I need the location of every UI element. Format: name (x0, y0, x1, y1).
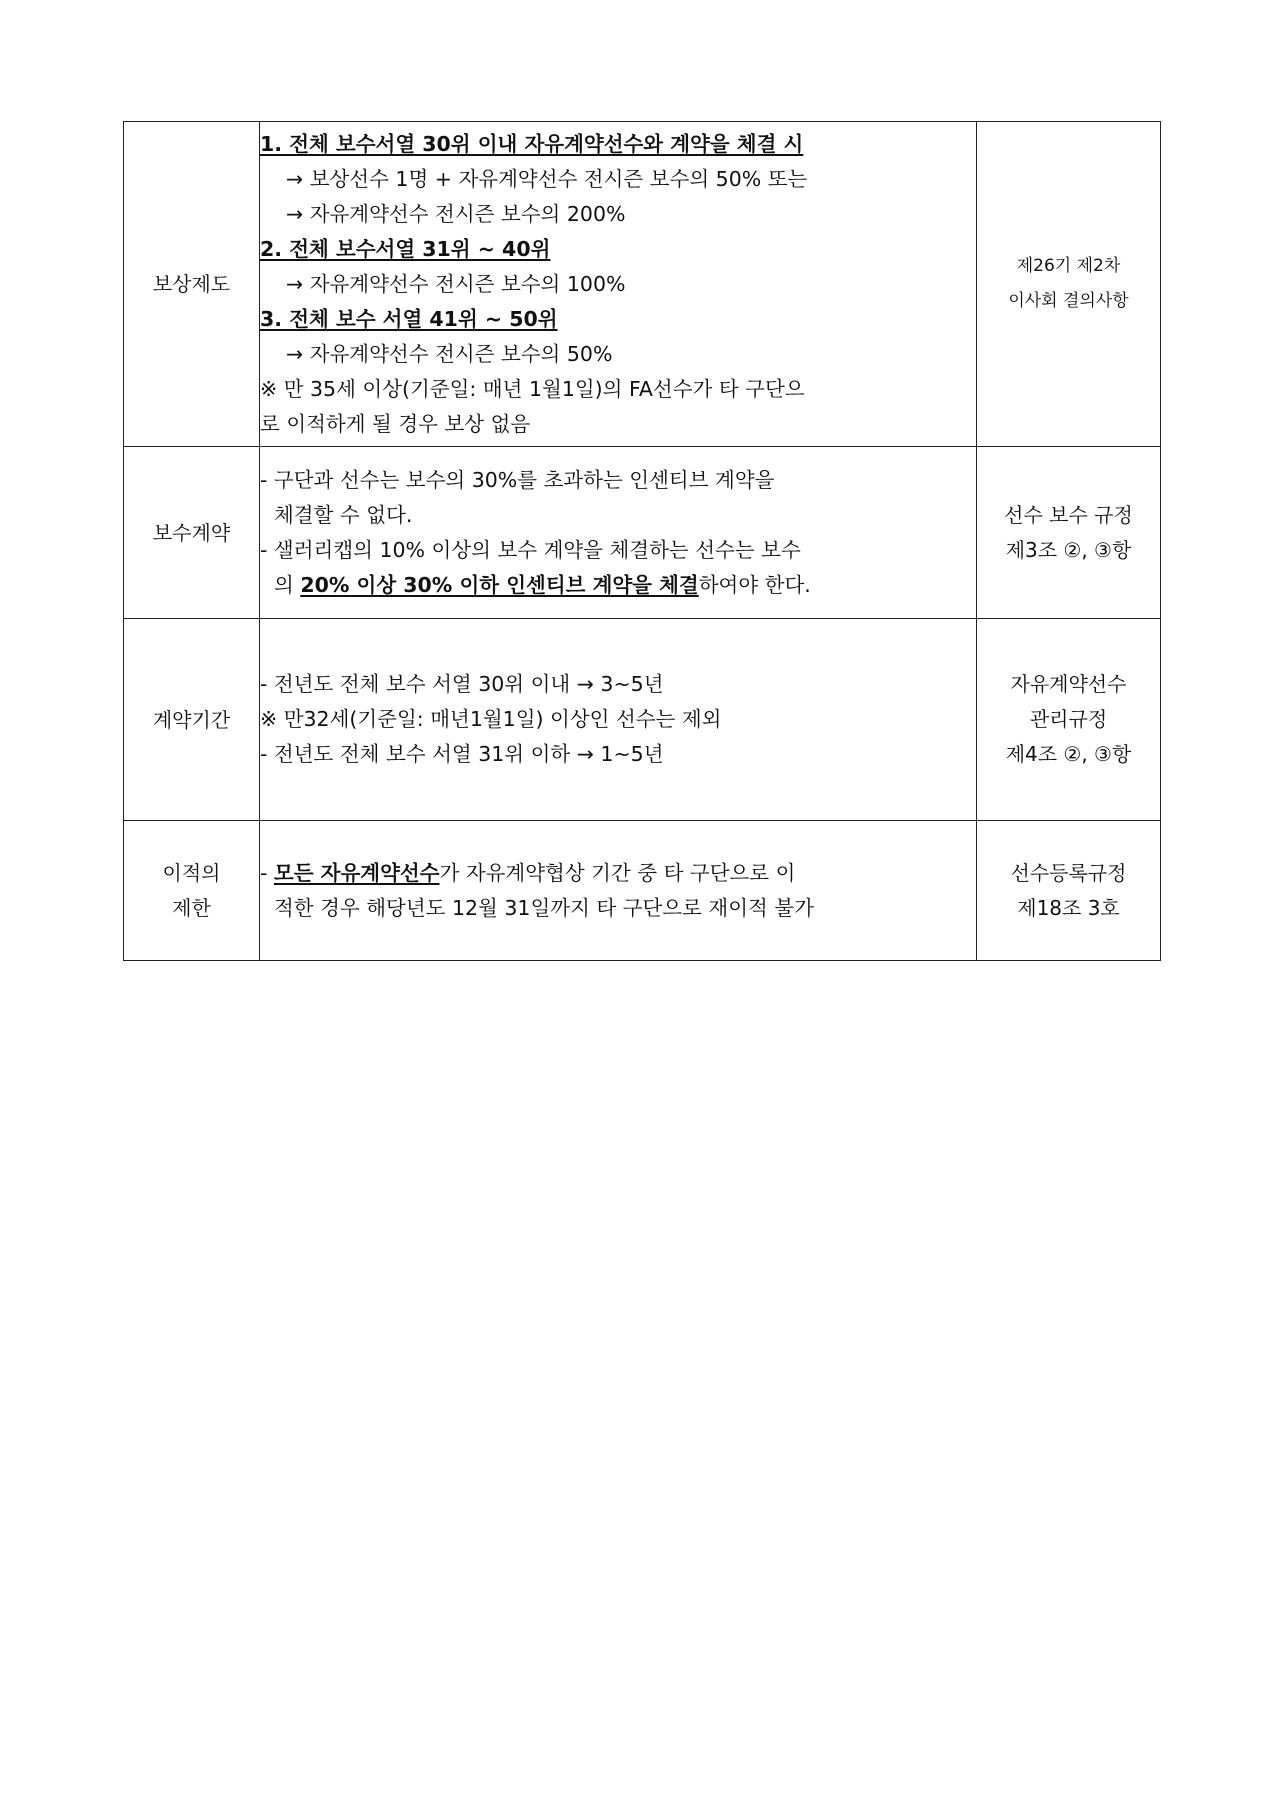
row-label: 계약기간 (124, 619, 260, 821)
content-line: → 자유계약선수 전시즌 보수의 200% (286, 201, 626, 226)
content-line: - (260, 860, 274, 885)
content-line: 의 (274, 572, 301, 597)
content-line: ※ 만 35세 이상(기준일: 매년 1월1일)의 FA선수가 타 구단으 (260, 376, 805, 401)
content-line: 1. 전체 보수서열 30위 이내 자유계약선수와 계약을 체결 시 (260, 131, 804, 156)
content-line: 체결할 수 없다. (274, 502, 413, 527)
table-row (124, 821, 1161, 961)
content-line: 2. 전체 보수서열 31위 ~ 40위 (260, 236, 551, 261)
row-label: 보수계약 (124, 447, 260, 619)
label-line: 제한 (172, 895, 211, 920)
row-content (260, 821, 977, 961)
row-content (260, 122, 977, 447)
row-content (260, 619, 977, 821)
content-emphasis: 20% 이상 30% 이하 인센티브 계약을 체결 (300, 572, 699, 597)
reference-line: 선수등록규정 (1010, 860, 1127, 885)
content-line: - 샐러리캡의 10% 이상의 보수 계약을 체결하는 선수는 보수 (260, 537, 801, 562)
content-line: - 구단과 선수는 보수의 30%를 초과하는 인센티브 계약을 (260, 467, 775, 492)
reference-line: 제26기 제2차 (1016, 256, 1121, 276)
content-line: 가 자유계약협상 기간 중 타 구단으로 이 (439, 860, 796, 885)
reference-line: 제4조 ②, ③항 (1005, 742, 1132, 766)
row-reference (977, 447, 1161, 619)
content-line: ※ 만32세(기준일: 매년1월1일) 이상인 선수는 제외 (260, 707, 722, 731)
content-line: → 자유계약선수 전시즌 보수의 100% (286, 271, 626, 296)
table-row (124, 122, 1161, 447)
content-line: 3. 전체 보수 서열 41위 ~ 50위 (260, 306, 558, 331)
content-line: 적한 경우 해당년도 12월 31일까지 타 구단으로 재이적 불가 (274, 895, 814, 920)
row-content (260, 447, 977, 619)
row-label (124, 821, 260, 961)
content-line: - 전년도 전체 보수 서열 30위 이내 → 3~5년 (260, 672, 664, 696)
reference-line: 이사회 결의사항 (1008, 291, 1129, 311)
reference-line: 선수 보수 규정 (1004, 502, 1133, 527)
row-reference (977, 122, 1161, 447)
regulations-table (123, 121, 1161, 961)
reference-line: 관리규정 (1029, 707, 1108, 731)
label-line: 이적의 (162, 860, 221, 885)
reference-line: 자유계약선수 (1010, 672, 1127, 696)
content-line: 로 이적하게 될 경우 보상 없음 (260, 411, 531, 436)
reference-line: 제18조 3호 (1017, 895, 1120, 920)
content-line: → 자유계약선수 전시즌 보수의 50% (286, 341, 613, 366)
table-row (124, 447, 1161, 619)
content-emphasis: 모든 자유계약선수 (273, 860, 440, 885)
content-line: - 전년도 전체 보수 서열 31위 이하 → 1~5년 (260, 742, 664, 766)
content-line: → 보상선수 1명 + 자유계약선수 전시즌 보수의 50% 또는 (286, 166, 808, 191)
row-reference (977, 619, 1161, 821)
content-line: 하여야 한다. (698, 572, 811, 597)
table-row (124, 619, 1161, 821)
row-label: 보상제도 (124, 122, 260, 447)
reference-line: 제3조 ②, ③항 (1005, 537, 1132, 562)
row-reference (977, 821, 1161, 961)
